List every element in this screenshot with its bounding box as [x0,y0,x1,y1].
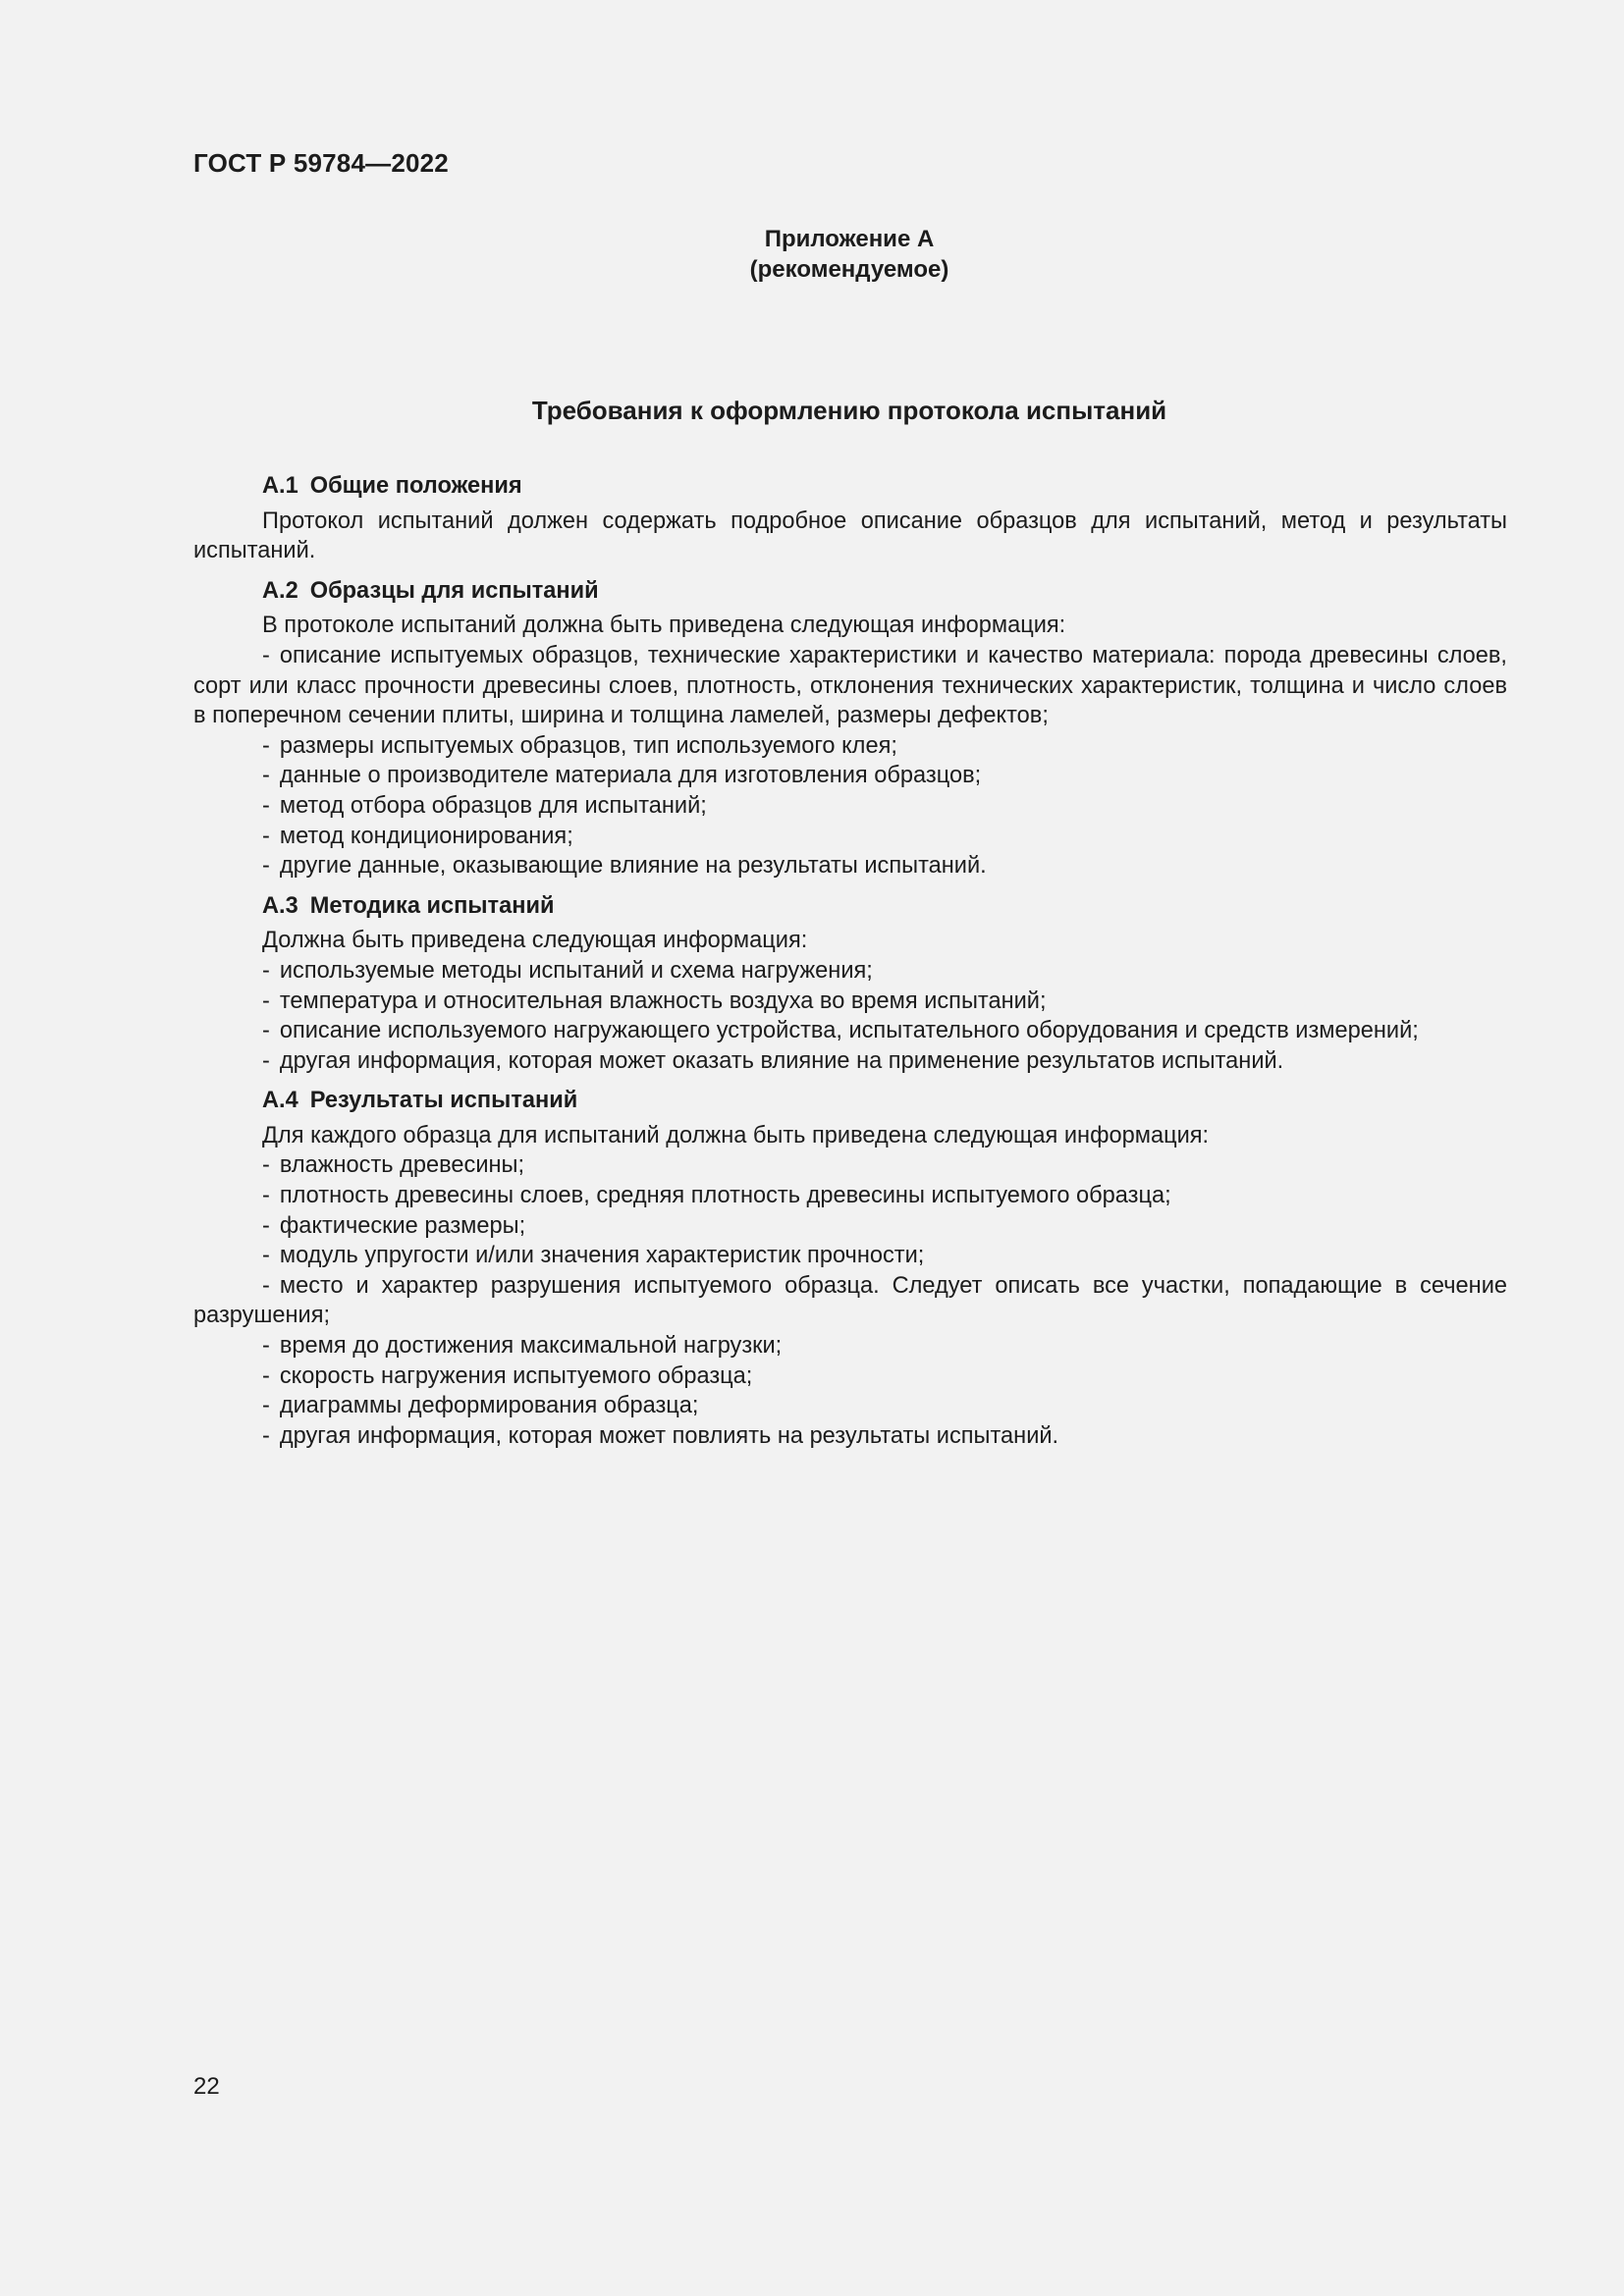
list-dash: - [262,1333,270,1360]
list-item-text: влажность древесины; [279,1152,525,1179]
list-item [193,1421,1507,1452]
list-item [193,1331,1507,1362]
section-number: А.2 [262,577,298,604]
section-a1-paragraph: Протокол испытаний должен содержать подробное описание образцов для испытаний, метод и результаты испытаний. [193,507,1507,564]
appendix-heading [0,224,1624,285]
section-title: Образцы для испытаний [309,577,599,604]
list-item-text: диаграммы деформирования образца; [279,1393,699,1419]
list-dash: - [262,957,270,984]
list-item-text: размеры испытуемых образцов, тип используемого клея; [279,732,897,759]
list-item [193,1016,1507,1046]
section-title: Результаты испытаний [309,1088,578,1114]
list-item-text: место и характер разрушения испытуемого образца. Следует описать все участки, попадающие в сечение разрушения; [193,1272,1507,1329]
document-body [193,471,1507,1451]
list-dash: - [262,988,270,1014]
list-item-text: время до достижения максимальной нагрузки; [279,1333,783,1360]
document-title: Требования к оформлению протокола испытаний [531,396,1167,425]
list-dash: - [262,642,270,668]
list-item-text: скорость нагружения испытуемого образца; [279,1362,753,1389]
list-dash: - [262,1152,270,1179]
list-dash: - [262,763,270,789]
list-item [193,1046,1507,1077]
list-dash: - [262,792,270,819]
list-item-text: другая информация, которая может повлиять на результаты испытаний. [279,1422,1059,1449]
list-item [193,1181,1507,1211]
list-item [193,761,1507,791]
section-a4-intro: Для каждого образца для испытаний должна быть приведена следующая информация: [262,1122,1210,1148]
list-item [193,1271,1507,1331]
list-dash: - [262,1212,270,1239]
list-item-text: данные о производителе материала для изготовления образцов; [279,763,982,789]
list-dash: - [262,1422,270,1449]
list-item-text: описание используемого нагружающего устройства, испытательного оборудования и средств измерений; [279,1018,1419,1044]
list-dash: - [262,1183,270,1209]
section-heading-a4 [193,1086,1507,1116]
section-title: Методика испытаний [309,892,555,919]
list-item-text: фактические размеры; [279,1212,526,1239]
section-a2-intro: В протоколе испытаний должна быть приведена следующая информация: [262,613,1066,639]
section-a3-intro: Должна быть приведена следующая информация: [262,928,808,954]
list-dash: - [262,732,270,759]
list-dash: - [262,853,270,880]
list-item-text: метод отбора образцов для испытаний; [279,792,707,819]
section-number: А.3 [262,892,298,919]
list-item [193,1362,1507,1392]
section-heading-a1 [193,471,1507,502]
list-item-text: плотность древесины слоев, средняя плотность древесины испытуемого образца; [279,1183,1171,1209]
document-code: ГОСТ Р 59784—2022 [193,148,449,178]
list-item [193,822,1507,852]
list-dash: - [262,1393,270,1419]
list-dash: - [262,1018,270,1044]
list-dash: - [262,1047,270,1074]
list-item-text: другая информация, которая может оказать влияние на применение результатов испытаний. [279,1047,1284,1074]
list-item [193,641,1507,731]
list-item [193,1150,1507,1181]
list-item-text: метод кондиционирования; [279,823,573,849]
list-item-text: другие данные, оказывающие влияние на результаты испытаний. [279,853,987,880]
appendix-title: Приложение А [764,226,935,252]
section-number: А.1 [262,473,298,499]
section-title: Общие положения [309,473,522,499]
list-dash: - [262,1243,270,1269]
list-item [193,851,1507,881]
page-number: 22 [193,2073,220,2100]
list-item [193,791,1507,822]
section-heading-a2 [193,576,1507,607]
section-number: А.4 [262,1088,298,1114]
list-item-text: используемые методы испытаний и схема нагружения; [279,957,873,984]
section-heading-a3 [193,891,1507,922]
list-item [193,1391,1507,1421]
appendix-status: (рекомендуемое) [749,256,949,283]
list-item [193,1241,1507,1271]
list-dash: - [262,823,270,849]
list-item-text: модуль упругости и/или значения характеристик прочности; [279,1243,925,1269]
list-dash: - [262,1272,270,1299]
list-item-text: температура и относительная влажность воздуха во время испытаний; [279,988,1047,1014]
list-item [193,1211,1507,1242]
list-dash: - [262,1362,270,1389]
list-item-text: описание испытуемых образцов, технические характеристики и качество материала: порода древесины слоев, сорт или класс прочности древесины слоев, плотность, отклонения технических характеристик, толщина и число слоев в поперечном сечении плиты, ширина и толщина ламелей, размеры дефектов; [193,642,1507,729]
list-item [193,987,1507,1017]
list-item [193,731,1507,762]
list-item [193,956,1507,987]
